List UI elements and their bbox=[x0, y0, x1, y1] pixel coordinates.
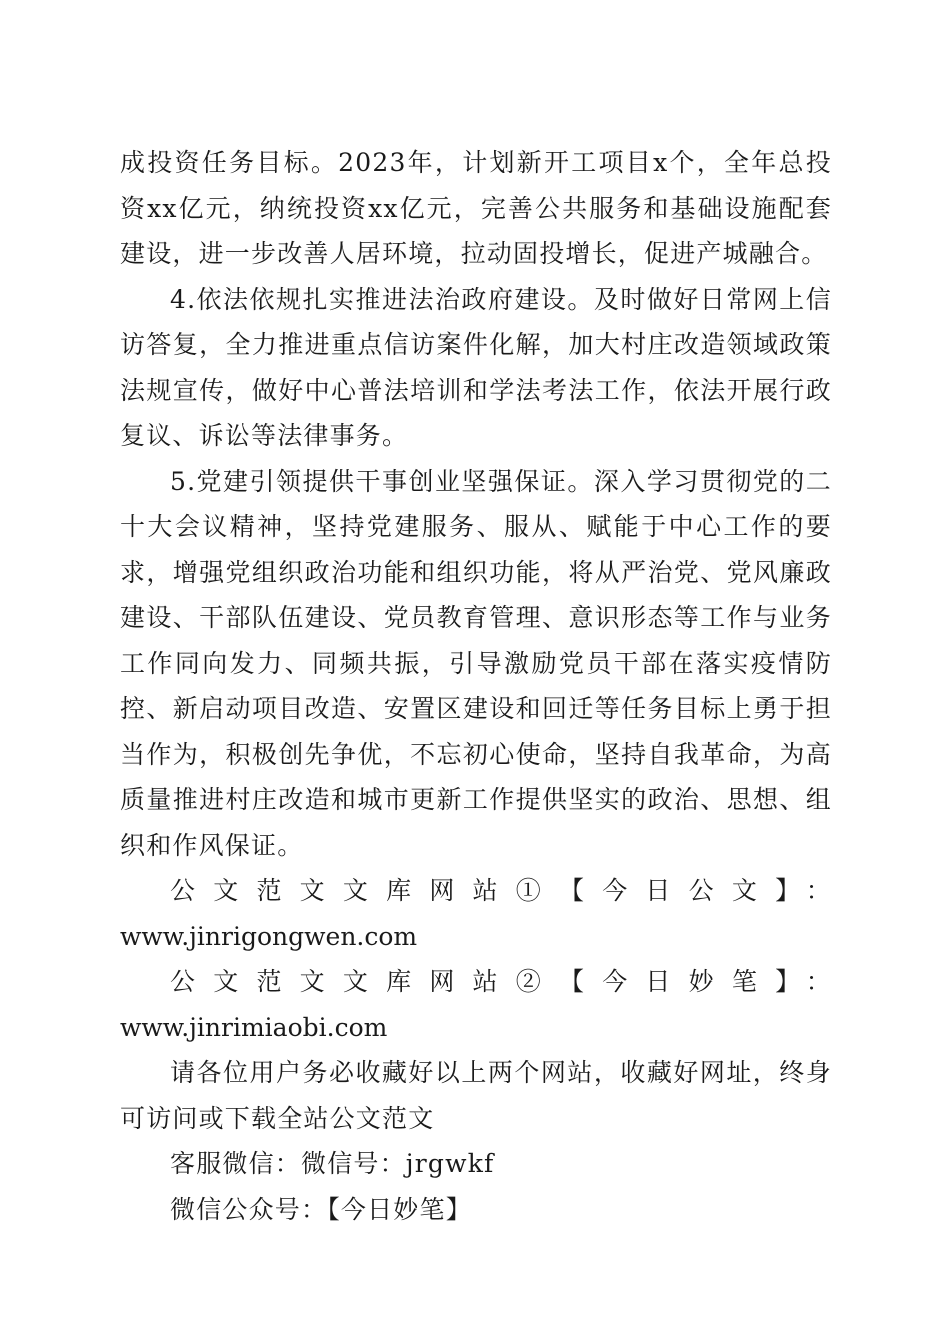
site2-url-link[interactable]: www.jinrimiaobi.com bbox=[120, 1012, 388, 1042]
footer-wechat-service: 客服微信：微信号：jrgwkf bbox=[170, 1149, 495, 1178]
document-body bbox=[120, 140, 832, 1232]
footer-site1-label: 公文范文文库网站①【今日公文】： bbox=[170, 876, 832, 905]
site1-url-link[interactable]: www.jinrigongwen.com bbox=[120, 921, 418, 951]
paragraph-investment-target: 成投资任务目标。2023年，计划新开工项目x个，全年总投资xx亿元，纳统投资xx亿元，完善公共服务和基础设施配套建设，进一步改善人居环境，拉动固投增长，促进产城融合。 bbox=[120, 148, 832, 268]
footer-site1-url[interactable] bbox=[120, 914, 832, 960]
footer-notice: 请各位用户务必收藏好以上两个网站，收藏好网址，终身可访问或下载全站公文范文 bbox=[120, 1058, 832, 1133]
footer-site2-label: 公文范文文库网站②【今日妙笔】： bbox=[170, 967, 832, 996]
paragraph-rule-of-law: 4.依法依规扎实推进法治政府建设。及时做好日常网上信访答复，全力推进重点信访案件化解，加大村庄改造领域政策法规宣传，做好中心普法培训和学法考法工作，依法开展行政复议、诉讼等法律事务。 bbox=[120, 284, 832, 450]
footer-wechat-official: 微信公众号：【今日妙笔】 bbox=[170, 1194, 472, 1224]
footer-site2-line bbox=[120, 959, 832, 1050]
paragraph-party-building: 5.党建引领提供干事创业坚强保证。深入学习贯彻党的二十大会议精神，坚持党建服务、服从、赋能于中心工作的要求，增强党组织政治功能和组织功能，将从严治党、党风廉政建设、干部队伍建设、党员教育管理、意识形态等工作与业务工作同向发力、同频共振，引导激励党员干部在落实疫情防控、新启动项目改造、安置区建设和回迁等任务目标上勇于担当作为，积极创先争优，不忘初心使命，坚持自我革命，为高质量推进村庄改造和城市更新工作提供坚实的政治、思想、组织和作风保证。 bbox=[120, 466, 832, 860]
